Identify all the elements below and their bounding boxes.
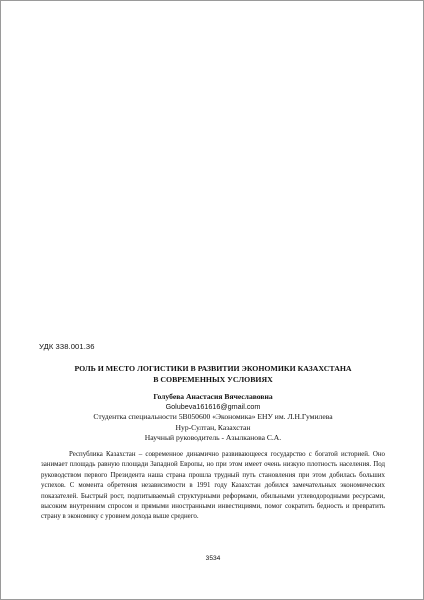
udk-code: УДК 338.001.36 xyxy=(39,342,95,351)
title-line-2: В СОВРЕМЕННЫХ УСЛОВИЯХ xyxy=(153,374,273,384)
body-paragraph: Республика Казахстан – современное динамично развивающееся государство с богатой историей. Оно занимает площадь равную площади Западной Европы, но при этом имеет очень низкую плотность населения. Под руководством первого Президента наша страна прошла трудный путь становления при этом добилась больших успехов. С момента обретения независимости в 1991 году Казахстан добился замечательных экономических показателей. Быстрый рост, подпитываемый структурными реформами, обильными углеводородными ресурсами, высоким внутренним спросом и прямыми иностранными инвестициями, помог сократить бедность и превратить страну в экономику с уровнем дохода выше среднего. xyxy=(41,451,385,521)
author-block xyxy=(41,392,385,443)
title-line-1: РОЛЬ И МЕСТО ЛОГИСТИКИ В РАЗВИТИИ ЭКОНОМИКИ КАЗАХСТАНА xyxy=(74,364,352,373)
author-email: Golubeva161616@gmail.com xyxy=(165,402,261,412)
page-number: 3534 xyxy=(205,555,221,562)
author-affiliation: Студентка специальности 5В050600 «Экономика» ЕНУ им. Л.Н.Гумилева xyxy=(93,412,333,422)
article-title xyxy=(41,364,385,385)
scientific-supervisor: Научный руководитель - Азылканова С.А. xyxy=(144,432,282,442)
author-city: Нур-Султан, Казахстан xyxy=(175,422,251,432)
author-name: Голубева Анастасия Вячеславовна xyxy=(153,392,273,401)
